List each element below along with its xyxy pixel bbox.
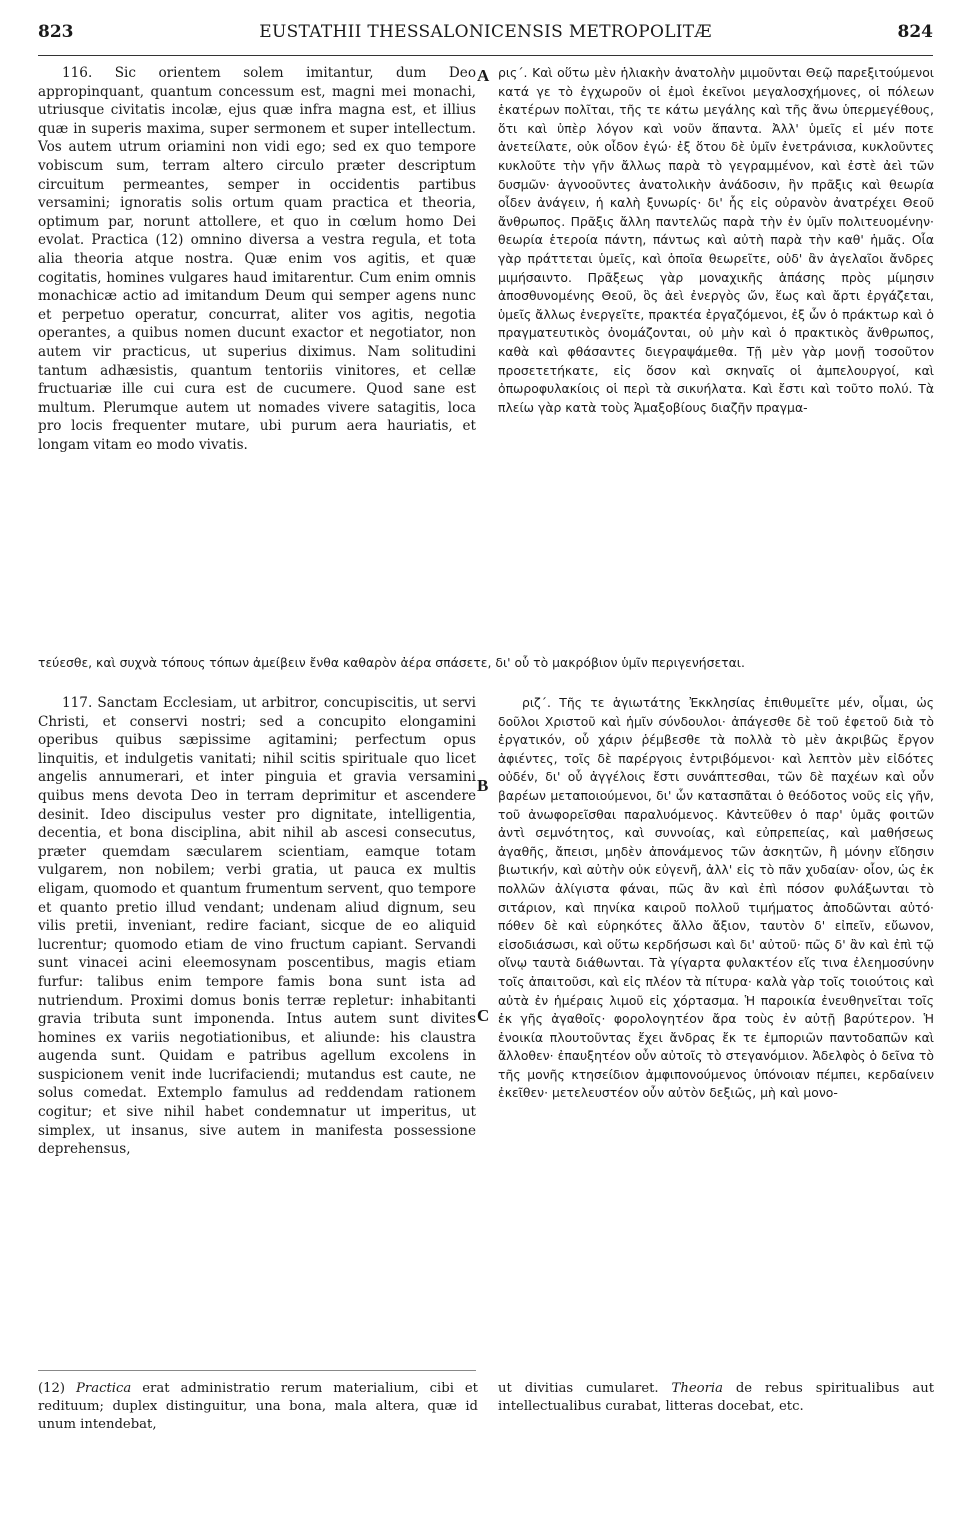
- footnote-left: [38, 1380, 478, 1434]
- latin-paragraph-117: 117. Sanctam Ecclesiam, ut arbitror, concupiscitis, ut servi Christi, et conservi nostri; sed a concupito elongamini operibus quibus sæpissime agitamini; perfectum opus linquitis, et indulgetis vanitati; nihil scitis spirituale quo licet angelis annumerari, et inter pinguia et gravia versamini quibus mens devota Deo in terram deprimitur et ascendere desinit. Ideo discipulus vester pro dignitate, intelligentia, decentia, et bona disciplina, abit nihil ab ascesi consecutus, præter quemdam sæcularem scientiam, eamque totam vulgarem, non nobilem; verbi gratia, ut pauca ex multis eligam, quomodo et quantum frumentum servent, quo tempore et quanto pretio illud vendant; undenam aliud dignum, seu vilis pretii, inveniant, redire faciant, sicque de eo aliquid lucrentur; quomodo etiam de vino fructum capiant. Servandi sunt vinacei acini eleemosynam poscentibus, magis etiam furfur: talibus enim tempore famis bona sunt ista ad nutriendum. Proximi domus bonis terræ repletur: inhabitanti gravia tributa sunt imponenda. Intus autem sunt divites homines ex variis negotiationibus, et aliunde: his claustra augenda sunt. Quidam e patribus agellum excolens in suspicionem venit inde lucrifaciendi; mutandus est caute, ne solus comedat. Extemplo famulus ad reddendam rationem cogitur; et sive nihil habet condemnatur ut imperitus, ut simplex, ut insanus, sive autem in manifesta possessione deprehensus,: [38, 695, 476, 1158]
- column-marker-a: A: [477, 66, 490, 85]
- page-header: [38, 22, 933, 54]
- footnote-number: (12): [38, 1381, 66, 1396]
- footnote-term-practica: Practica: [76, 1381, 132, 1396]
- footnote-right: [498, 1380, 934, 1416]
- footnote-rule: [38, 1370, 476, 1371]
- footnote-left-text: erat administratio rerum materialium, cibi et redituum; duplex distinguitur, una bona, mala altera, quæ id unum intendebat,: [38, 1381, 478, 1432]
- footnote-right-text-b: de rebus spiritualibus aut intellectualibus curabat, litteras docebat, etc.: [498, 1381, 934, 1414]
- greek-spanning-line: τεύεσθε, καὶ συχνὰ τόπους τόπων ἀμείβειν ἔνθα καθαρὸν ἀέρα σπάσετε, δι' οὗ τὸ μακρόβιον ὑμῖν περιγενήσεται.: [38, 655, 745, 670]
- greek-column-116: [498, 64, 934, 417]
- footnote-right-text-a: ut divitias cumularet.: [498, 1381, 659, 1396]
- footnote-term-theoria: Theoria: [671, 1381, 723, 1396]
- greek-column-117: [498, 694, 934, 1103]
- running-title: EUSTATHII THESSALONICENSIS METROPOLITÆ: [259, 22, 712, 42]
- page-number-right: 824: [897, 22, 933, 42]
- greek-paragraph-117: ριζ΄. Τῆς τε ἁγιωτάτης Ἐκκλησίας ἐπιθυμεῖτε μέν, οἶμαι, ὡς δοῦλοι Χριστοῦ καὶ ἡμῖν σύνδουλοι· ἀπάγεσθε δὲ τοῦ ἐφετοῦ διὰ τὸ ἐργατικόν, οὗ χάριν ῥέμβεσθε τὰ πολλὰ τὸ μὲν ἀκριβῶς ἔργον ἀφιέντες, τοῖς δὲ παρέργοις ἐντριβόμενοι· καὶ λεπτὸν μὲν εἰδότες οὐδέν, δι' οὗ ἀγγέλοις ἔστι συνάπτεσθαι, τῶν δὲ παχέων καὶ οὖν βαρέων μεταποιούμενοι, δι' ὧν κατασπᾶται ὁ θεόδοτος νοῦς εἰς γῆν, τοῦ ἀνωφορεῖσθαι παραλυόμενος. Κἀντεῦθεν ὁ παρ' ὑμᾶς φοιτῶν ἀντὶ σεμνότητος, καὶ συννοίας, καὶ εὐπρεπείας, καὶ μαθήσεως ἀγαθῆς, ἄπεισι, μηδὲν ἀπονάμενος τῶν ἀσκητῶν, ἢ μόνην εἴδησιν βιωτικήν, καὶ αὐτὴν οὐκ εὐγενῆ, ἀλλ' εἰς τὸ πᾶν χυδαίαν· οἷον, ὡς ἐκ πολλῶν ἀλίγιστα φάναι, πῶς ἂν καὶ ἐπὶ πόσον φυλάξωνται τὸ σιτάριον, καὶ πηνίκα καιροῦ πολλοῦ τιμήματος ἀποδῶνται αὐτό· πόθεν δὲ καὶ εὑρηκότες ἄλλο ἄξιον, ταυτὸν δ' εἰπεῖν, εὔωνον, εἰσοδιάσωσι, καὶ οὕτω κερδήσωσι καὶ δι' αὐτοῦ· πῶς δ' ἂν καὶ ἐπὶ τῷ οἴνῳ ταυτὰ διάθωνται. Τὰ γίγαρτα φυλακτέον εἴς τινα ἐλεημοσύνην τοῖς ἀπαιτοῦσι, καὶ εἰς πλέον τὰ πίτυρα· καλὰ γὰρ τοῖς τοιούτοις καὶ αὐτὰ ἐν ἡμέραις λιμοῦ εἰς χόρτασμα. Ἡ παροικία ἐνευθηνεῖται τοῖς ἐκ γῆς ἀγαθοῖς· φορολογητέον ἄρα τοὺς ἐν αὐτῇ βαρύτερον. Ἡ ἐνοικία πλουτοῦντας ἔχει ἄνδρας ἔκ τε ἐμποριῶν παντοδαπῶν καὶ ἄλλοθεν· ἐπαυξητέον οὖν αὐτοῖς τὸ στεγανόμιον. Ἀδελφὸς ὁ δεῖνα τὸ τῆς μονῆς κτησείδιον ἀμφιπονούμενος ὑπόνοιαν πέμπει, κερδαίνειν ἐκεῖθεν· μετελευστέον οὖν αὐτὸν δεξιῶς, μὴ καὶ μονο-: [498, 695, 934, 1101]
- latin-paragraph-116: 116. Sic orientem solem imitantur, dum Deo appropinquant, quantum concessum est, magni mei monachi, utriusque civitatis incolæ, ejus quæ infra magna est, et illius quæ in superis maxima, super sermonem et super intellectum. Vos autem utrum oriamini non vidi ego; sed ex quo tempore vobiscum sum, terram altero circulo præter descriptum circuitum permeantes, semper in occidentis partibus versamini; ignoratis solis ortum quam practica et theoria, optimum par, norunt attollere, et quo in cœlum homo Dei evolat. Practica (12) omnino diversa a vestra regula, et tota alia theoria atque nostra. Quæ enim vos agitis, et quæ cogitatis, homines vulgares haud imitarentur. Cum enim omnis monachicæ actio ad imitandum Deum qui semper agens nunc et perpetuo operatur, concurrat, aliter vos agitis, negotia operantes, a quibus nomen ducunt exactor et negotiator, non autem vir practicus, ut superius diximus. Nam solitudini tantum adhæsistis, quantum tentoriis vinitores, et cellæ fructuariæ ille cui cura est de cucumere. Quod sane est multum. Plerumque autem ut nomades vivere satagitis, loca pro locis frequenter mutare, ubi purum aera hauriatis, et longam vitam eo modo vivatis.: [38, 65, 476, 453]
- latin-column-117: [38, 694, 476, 1159]
- latin-column-116: [38, 64, 476, 454]
- column-marker-c: C: [477, 1006, 490, 1025]
- page-number-left: 823: [38, 22, 74, 42]
- greek-paragraph-116: ρις΄. Καὶ οὕτω μὲν ἡλιακὴν ἀνατολὴν μιμοῦνται Θεῷ παρεξιτούμενοι κατά γε τὸ ἐγχωροῦν οἱ ἐμοὶ ἐκεῖνοι μεγαλοσχήμονες, οἱ πόλεων ἑκατέρων πολῖται, τῆς τε κάτω μεγάλης καὶ τῆς ἄνω ὑπερμεγέθους, ὅτι καὶ ὑπὲρ λόγον καὶ νοῦν ἅπαντα. Ἀλλ' ὑμεῖς εἰ μέν ποτε ἀνετείλατε, οὐκ οἶδον ἐγώ· ἐξ ὅτου δὲ ὑμῖν ἐνετράνισα, κυκλοῦντες κυκλοῦτε τὴν γῆν ἄλλως παρὰ τὸ γεγραμμένον, καὶ ἐστὲ ἀεὶ τῶν δυσμῶν· ἀγνοοῦντες ἀνατολικὴν ἀνάδοσιν, ἣν πρᾶξις καὶ θεωρία οἶδεν ἀνάγειν, ἡ καλὴ ξυνωρίς· δι' ἧς εἰς οὐρανὸν ἀνατρέχει Θεοῦ ἄνθρωπος. Πρᾶξις ἄλλη παντελῶς παρὰ τὴν ἐν ὑμῖν πολιτευομένην· θεωρία ἑτεροία πάντη, πάντως καὶ αὐτὴ παρὰ τὴν καθ' ἡμᾶς. Οἷα γὰρ πράττεται ὑμεῖς, καὶ ὁποῖα θεωρεῖτε, οὐδ' ἂν ἀγελαῖοι ἄνδρες μιμήσαιντο. Πρᾶξεως γὰρ μοναχικῆς ἁπάσης πρὸς μίμησιν ἀποσθυνομένης Θεοῦ, ὃς ἀεὶ ἐνεργὸς ὤν, ἕως καὶ ἄρτι ἐργάζεται, ὑμεῖς ἄλλως ἐνεργεῖτε, πρακτέα ἐργαζόμενοι, ἐξ ὧν ὁ πράκτωρ καὶ ὁ πραγματευτικὸς ὀνομάζονται, οὐ μὴν καὶ ὁ πρακτικὸς ἄνθρωπος, καθὰ καὶ φθάσαντες διεγραψάμεθα. Τῇ μὲν γὰρ μονῇ τοσοῦτον προσετετήκατε, εἰς ὅσον καὶ σκηναῖς οἱ ἀμπελουργοί, καὶ ὀπωροφυλακίοις οἱ περὶ τὰ σικυήλατα. Καὶ ἔστι καὶ τοῦτο πολύ. Τὰ πλείω γὰρ κατὰ τοὺς Ἀμαξοβίους διαζῆν πραγμα-: [498, 65, 934, 415]
- column-marker-b: B: [477, 776, 489, 795]
- header-rule: [38, 55, 933, 56]
